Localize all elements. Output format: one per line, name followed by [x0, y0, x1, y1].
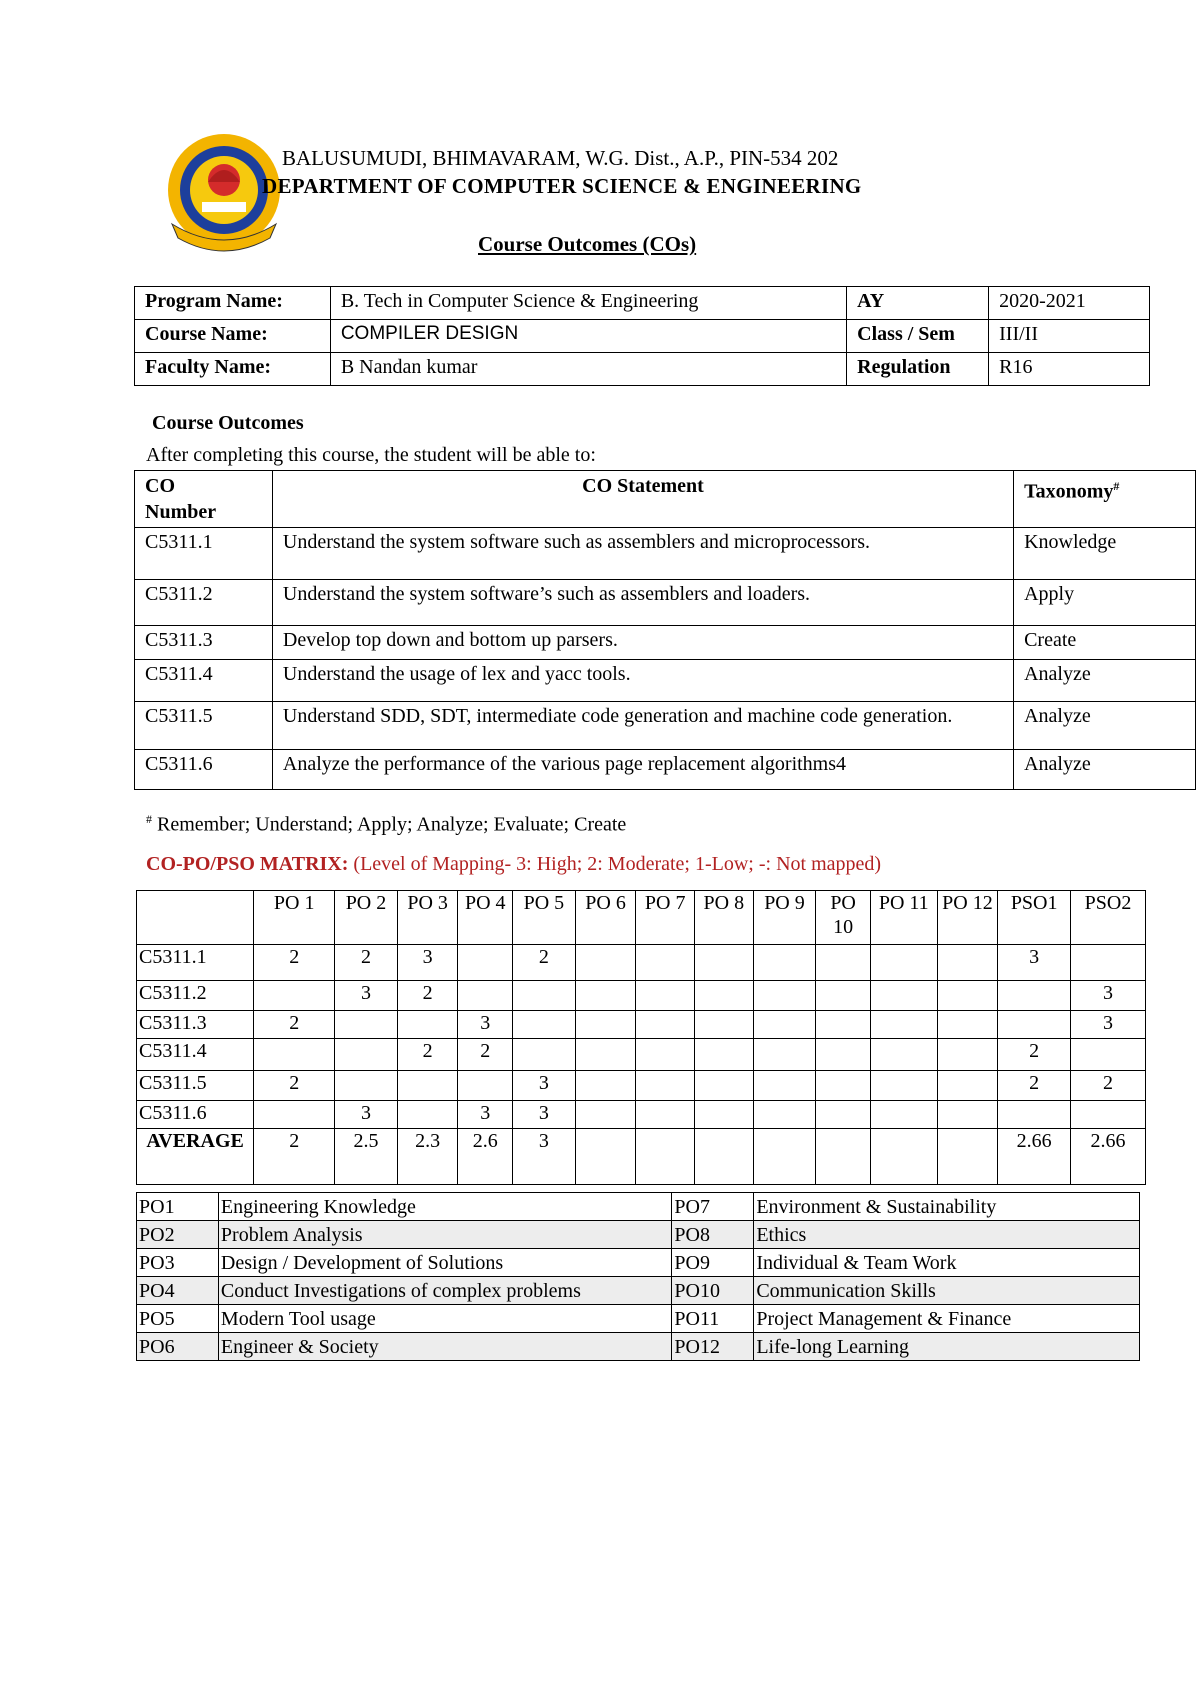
matrix-value-cell: [636, 981, 695, 1011]
matrix-value-cell: [575, 981, 636, 1011]
matrix-value-cell: 2: [254, 1011, 335, 1039]
matrix-value-cell: 2: [513, 945, 576, 981]
co-row: [135, 702, 1196, 750]
po-name: Ethics: [754, 1221, 1140, 1249]
co-taxonomy: Knowledge: [1014, 528, 1196, 580]
matrix-value-cell: [937, 1101, 998, 1129]
co-number-header: [135, 471, 273, 528]
po-legend-row: [137, 1277, 1140, 1305]
matrix-row: [137, 945, 1146, 981]
po-legend-row: [137, 1249, 1140, 1277]
po-name: Engineering Knowledge: [218, 1193, 671, 1221]
matrix-average-cell: [937, 1129, 998, 1185]
matrix-value-cell: [753, 1039, 816, 1071]
matrix-value-cell: [753, 1071, 816, 1101]
co-row: [135, 580, 1196, 626]
matrix-value-cell: [998, 981, 1071, 1011]
faculty-name-value: B Nandan kumar: [330, 353, 846, 386]
co-number: C5311.4: [135, 660, 273, 702]
matrix-value-cell: [636, 1039, 695, 1071]
matrix-value-cell: [816, 945, 871, 981]
matrix-value-cell: [937, 1011, 998, 1039]
matrix-value-cell: [575, 945, 636, 981]
matrix-value-cell: [254, 1039, 335, 1071]
matrix-row: [137, 1071, 1146, 1101]
po-code: PO6: [137, 1333, 219, 1361]
matrix-value-cell: [695, 981, 754, 1011]
co-row: [135, 528, 1196, 580]
co-row: [135, 626, 1196, 660]
regulation-value: R16: [989, 353, 1150, 386]
po-code: PO11: [672, 1305, 754, 1333]
co-row: [135, 660, 1196, 702]
matrix-value-cell: 2: [998, 1071, 1071, 1101]
matrix-col-header: PSO1: [998, 891, 1071, 945]
matrix-value-cell: [695, 1071, 754, 1101]
matrix-value-cell: [458, 945, 513, 981]
matrix-value-cell: [998, 1101, 1071, 1129]
co-number: C5311.5: [135, 702, 273, 750]
matrix-value-cell: [937, 1071, 998, 1101]
matrix-col-header: PO 5: [513, 891, 576, 945]
class-sem-label: Class / Sem: [847, 320, 989, 353]
po-name: Problem Analysis: [218, 1221, 671, 1249]
matrix-value-cell: 2: [397, 981, 458, 1011]
program-name-label: Program Name:: [135, 287, 331, 320]
college-address: BALUSUMUDI, BHIMAVARAM, W.G. Dist., A.P., PIN-534 202: [282, 146, 839, 170]
po-code: PO5: [137, 1305, 219, 1333]
matrix-value-cell: 3: [335, 1101, 398, 1129]
matrix-average-cell: [636, 1129, 695, 1185]
taxonomy-header-mark: #: [1113, 479, 1120, 493]
matrix-value-cell: 3: [513, 1101, 576, 1129]
po-code: PO12: [672, 1333, 754, 1361]
po-code: PO4: [137, 1277, 219, 1305]
matrix-average-cell: [870, 1129, 937, 1185]
po-code: PO7: [672, 1193, 754, 1221]
taxonomy-note-mark: #: [146, 812, 152, 826]
matrix-corner-cell: [137, 891, 254, 945]
matrix-value-cell: [753, 981, 816, 1011]
matrix-value-cell: [636, 1071, 695, 1101]
matrix-col-header: PO 10: [816, 891, 871, 945]
matrix-row-co: C5311.5: [137, 1071, 254, 1101]
matrix-value-cell: [870, 945, 937, 981]
course-name-value: COMPILER DESIGN: [330, 320, 846, 353]
matrix-value-cell: 3: [1071, 981, 1146, 1011]
co-number: C5311.6: [135, 750, 273, 790]
matrix-value-cell: [695, 945, 754, 981]
ay-label: AY: [847, 287, 989, 320]
co-number: C5311.2: [135, 580, 273, 626]
co-statement: Understand the system software such as assemblers and microprocessors.: [272, 528, 1013, 580]
matrix-col-header: PO 3: [397, 891, 458, 945]
matrix-col-header: PSO2: [1071, 891, 1146, 945]
matrix-value-cell: [397, 1011, 458, 1039]
matrix-value-cell: [458, 1071, 513, 1101]
co-statement-header: CO Statement: [272, 471, 1013, 528]
document-title: Course Outcomes (COs): [478, 232, 697, 256]
matrix-value-cell: [513, 1039, 576, 1071]
matrix-col-header: PO 11: [870, 891, 937, 945]
matrix-average-cell: [816, 1129, 871, 1185]
po-name: Communication Skills: [754, 1277, 1140, 1305]
matrix-row-co: C5311.2: [137, 981, 254, 1011]
co-statement: Analyze the performance of the various page replacement algorithms4: [272, 750, 1013, 790]
matrix-average-cell: 2.66: [998, 1129, 1071, 1185]
co-statement: Understand the system software’s such as assemblers and loaders.: [272, 580, 1013, 626]
matrix-average-cell: 3: [513, 1129, 576, 1185]
course-outcomes-table: [134, 470, 1196, 790]
matrix-value-cell: [335, 1071, 398, 1101]
taxonomy-note: [146, 812, 626, 837]
co-statement: Understand the usage of lex and yacc tools.: [272, 660, 1013, 702]
matrix-average-cell: [575, 1129, 636, 1185]
class-sem-value: III/II: [989, 320, 1150, 353]
matrix-col-header: PO 9: [753, 891, 816, 945]
po-code: PO10: [672, 1277, 754, 1305]
matrix-value-cell: [513, 1011, 576, 1039]
taxonomy-header: [1014, 471, 1196, 528]
matrix-value-cell: [254, 1101, 335, 1129]
matrix-value-cell: [335, 1039, 398, 1071]
matrix-value-cell: [870, 1011, 937, 1039]
matrix-value-cell: 2: [254, 1071, 335, 1101]
taxonomy-header-label: Taxonomy: [1024, 480, 1114, 503]
matrix-value-cell: [816, 1039, 871, 1071]
matrix-value-cell: [695, 1011, 754, 1039]
matrix-average-cell: [695, 1129, 754, 1185]
matrix-value-cell: [636, 945, 695, 981]
po-name: Design / Development of Solutions: [218, 1249, 671, 1277]
po-code: PO3: [137, 1249, 219, 1277]
matrix-value-cell: [870, 981, 937, 1011]
matrix-value-cell: [575, 1071, 636, 1101]
co-statement: Develop top down and bottom up parsers.: [272, 626, 1013, 660]
co-taxonomy: Create: [1014, 626, 1196, 660]
matrix-row-co: C5311.4: [137, 1039, 254, 1071]
matrix-value-cell: [575, 1101, 636, 1129]
matrix-value-cell: [636, 1101, 695, 1129]
matrix-average-cell: 2.6: [458, 1129, 513, 1185]
co-taxonomy: Apply: [1014, 580, 1196, 626]
matrix-value-cell: 3: [458, 1011, 513, 1039]
po-legend-row: [137, 1221, 1140, 1249]
po-legend-row: [137, 1193, 1140, 1221]
matrix-value-cell: 3: [1071, 1011, 1146, 1039]
matrix-value-cell: [816, 1011, 871, 1039]
program-name-value: B. Tech in Computer Science & Engineering: [330, 287, 846, 320]
matrix-value-cell: [636, 1011, 695, 1039]
matrix-value-cell: 3: [513, 1071, 576, 1101]
matrix-col-header: PO 8: [695, 891, 754, 945]
co-taxonomy: Analyze: [1014, 750, 1196, 790]
matrix-value-cell: 2: [397, 1039, 458, 1071]
matrix-value-cell: 3: [335, 981, 398, 1011]
matrix-value-cell: [695, 1039, 754, 1071]
matrix-value-cell: [937, 945, 998, 981]
matrix-value-cell: [695, 1101, 754, 1129]
matrix-value-cell: [513, 981, 576, 1011]
matrix-average-row: [137, 1129, 1146, 1185]
matrix-row-co: C5311.3: [137, 1011, 254, 1039]
matrix-average-cell: 2.5: [335, 1129, 398, 1185]
matrix-value-cell: 3: [397, 945, 458, 981]
matrix-value-cell: [458, 981, 513, 1011]
matrix-value-cell: [870, 1071, 937, 1101]
matrix-value-cell: [335, 1011, 398, 1039]
matrix-value-cell: [998, 1011, 1071, 1039]
matrix-col-header: PO 6: [575, 891, 636, 945]
co-statement: Understand SDD, SDT, intermediate code generation and machine code generation.: [272, 702, 1013, 750]
matrix-value-cell: 2: [254, 945, 335, 981]
matrix-col-header: PO 12: [937, 891, 998, 945]
matrix-row: [137, 981, 1146, 1011]
ay-value: 2020-2021: [989, 287, 1150, 320]
matrix-value-cell: [254, 981, 335, 1011]
course-name-label: Course Name:: [135, 320, 331, 353]
matrix-value-cell: [937, 1039, 998, 1071]
co-number: C5311.1: [135, 528, 273, 580]
matrix-value-cell: 3: [998, 945, 1071, 981]
matrix-average-label: AVERAGE: [137, 1129, 254, 1185]
matrix-value-cell: [870, 1101, 937, 1129]
co-po-matrix-table: [136, 890, 1146, 1185]
matrix-col-header: PO 1: [254, 891, 335, 945]
matrix-value-cell: [937, 981, 998, 1011]
po-name: Individual & Team Work: [754, 1249, 1140, 1277]
outcomes-heading: Course Outcomes: [152, 412, 304, 434]
co-row: [135, 750, 1196, 790]
matrix-value-cell: [1071, 945, 1146, 981]
matrix-value-cell: [870, 1039, 937, 1071]
regulation-label: Regulation: [847, 353, 989, 386]
matrix-row: [137, 1011, 1146, 1039]
matrix-value-cell: [816, 981, 871, 1011]
matrix-value-cell: [575, 1039, 636, 1071]
po-code: PO2: [137, 1221, 219, 1249]
po-code: PO1: [137, 1193, 219, 1221]
matrix-title: [146, 853, 881, 876]
co-number-header-line1: CO: [145, 475, 175, 497]
course-info-table: [134, 286, 1150, 386]
po-legend-row: [137, 1333, 1140, 1361]
matrix-title-rest: (Level of Mapping- 3: High; 2: Moderate; 1-Low; -: Not mapped): [348, 853, 882, 875]
po-code: PO9: [672, 1249, 754, 1277]
matrix-value-cell: [1071, 1101, 1146, 1129]
matrix-col-header: PO 7: [636, 891, 695, 945]
po-name: Conduct Investigations of complex problems: [218, 1277, 671, 1305]
matrix-average-cell: 2.66: [1071, 1129, 1146, 1185]
po-name: Modern Tool usage: [218, 1305, 671, 1333]
matrix-row: [137, 1101, 1146, 1129]
matrix-value-cell: 2: [998, 1039, 1071, 1071]
matrix-value-cell: [1071, 1039, 1146, 1071]
matrix-value-cell: 3: [458, 1101, 513, 1129]
matrix-value-cell: 2: [1071, 1071, 1146, 1101]
po-name: Environment & Sustainability: [754, 1193, 1140, 1221]
co-number-header-line2: Number: [145, 501, 217, 523]
matrix-value-cell: [397, 1071, 458, 1101]
matrix-average-cell: 2: [254, 1129, 335, 1185]
matrix-value-cell: [397, 1101, 458, 1129]
po-name: Life-long Learning: [754, 1333, 1140, 1361]
po-name: Project Management & Finance: [754, 1305, 1140, 1333]
matrix-title-bold: CO-PO/PSO MATRIX:: [146, 853, 349, 875]
matrix-average-cell: 2.3: [397, 1129, 458, 1185]
matrix-value-cell: [816, 1101, 871, 1129]
co-taxonomy: Analyze: [1014, 660, 1196, 702]
matrix-row-co: C5311.6: [137, 1101, 254, 1129]
co-number: C5311.3: [135, 626, 273, 660]
matrix-col-header: PO 2: [335, 891, 398, 945]
matrix-row-co: C5311.1: [137, 945, 254, 981]
outcomes-intro: After completing this course, the student will be able to:: [146, 444, 596, 466]
matrix-value-cell: [575, 1011, 636, 1039]
taxonomy-note-text: Remember; Understand; Apply; Analyze; Evaluate; Create: [152, 813, 627, 836]
po-code: PO8: [672, 1221, 754, 1249]
matrix-value-cell: [753, 1101, 816, 1129]
co-taxonomy: Analyze: [1014, 702, 1196, 750]
matrix-row: [137, 1039, 1146, 1071]
po-name: Engineer & Society: [218, 1333, 671, 1361]
matrix-value-cell: [816, 1071, 871, 1101]
matrix-average-cell: [753, 1129, 816, 1185]
matrix-value-cell: 2: [458, 1039, 513, 1071]
department-name: DEPARTMENT OF COMPUTER SCIENCE & ENGINEERING: [262, 174, 862, 198]
po-legend-table: [136, 1192, 1140, 1361]
po-legend-row: [137, 1305, 1140, 1333]
matrix-value-cell: [753, 1011, 816, 1039]
matrix-col-header: PO 4: [458, 891, 513, 945]
matrix-value-cell: [753, 945, 816, 981]
faculty-name-label: Faculty Name:: [135, 353, 331, 386]
matrix-value-cell: 2: [335, 945, 398, 981]
